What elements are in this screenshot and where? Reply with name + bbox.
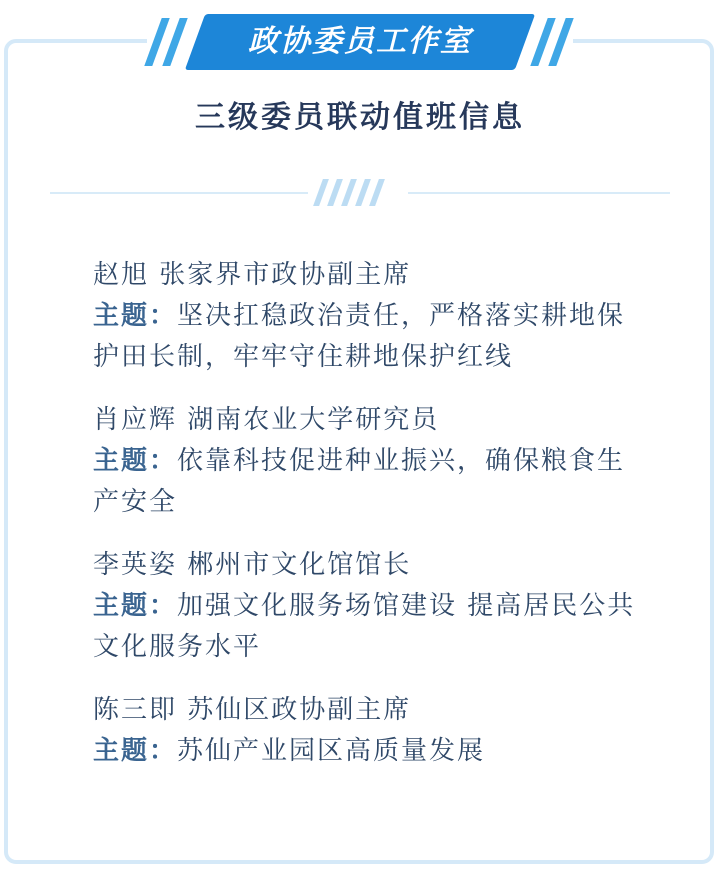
- member-name-title: 陈三即 苏仙区政协副主席: [93, 695, 412, 725]
- member-name-title: 李英姿 郴州市文化馆馆长: [93, 550, 412, 580]
- topic-label: 主题：: [93, 301, 178, 331]
- topic-line: [93, 296, 653, 378]
- duty-list: [93, 255, 653, 794]
- topic-text: 加强文化服务场馆建设 提高居民公共文化服务水平: [93, 591, 636, 662]
- page-subtitle: 三级委员联动值班信息: [195, 100, 525, 135]
- topic-text: 苏仙产业园区高质量发展: [177, 736, 486, 766]
- topic-line: [93, 441, 653, 523]
- duty-entry: [93, 690, 653, 772]
- topic-label: 主题：: [93, 736, 178, 766]
- banner-title: 政协委员工作室: [248, 24, 472, 59]
- divider-line-left: [50, 192, 308, 194]
- topic-label: 主题：: [93, 446, 178, 476]
- duty-entry: [93, 400, 653, 523]
- title-banner: [147, 14, 573, 70]
- topic-line: [93, 586, 653, 668]
- member-name-title: 肖应辉 湖南农业大学研究员: [93, 405, 440, 435]
- topic-line: [93, 731, 653, 772]
- topic-label: 主题：: [93, 591, 178, 621]
- member-name-title: 赵旭 张家界市政协副主席: [93, 260, 412, 290]
- duty-entry: [93, 255, 653, 378]
- duty-entry: [93, 545, 653, 668]
- topic-text: 依靠科技促进种业振兴，确保粮食生产安全: [93, 446, 626, 517]
- topic-text: 坚决扛稳政治责任，严格落实耕地保护田长制，牢牢守住耕地保护红线: [93, 301, 626, 372]
- divider-line-right: [408, 192, 670, 194]
